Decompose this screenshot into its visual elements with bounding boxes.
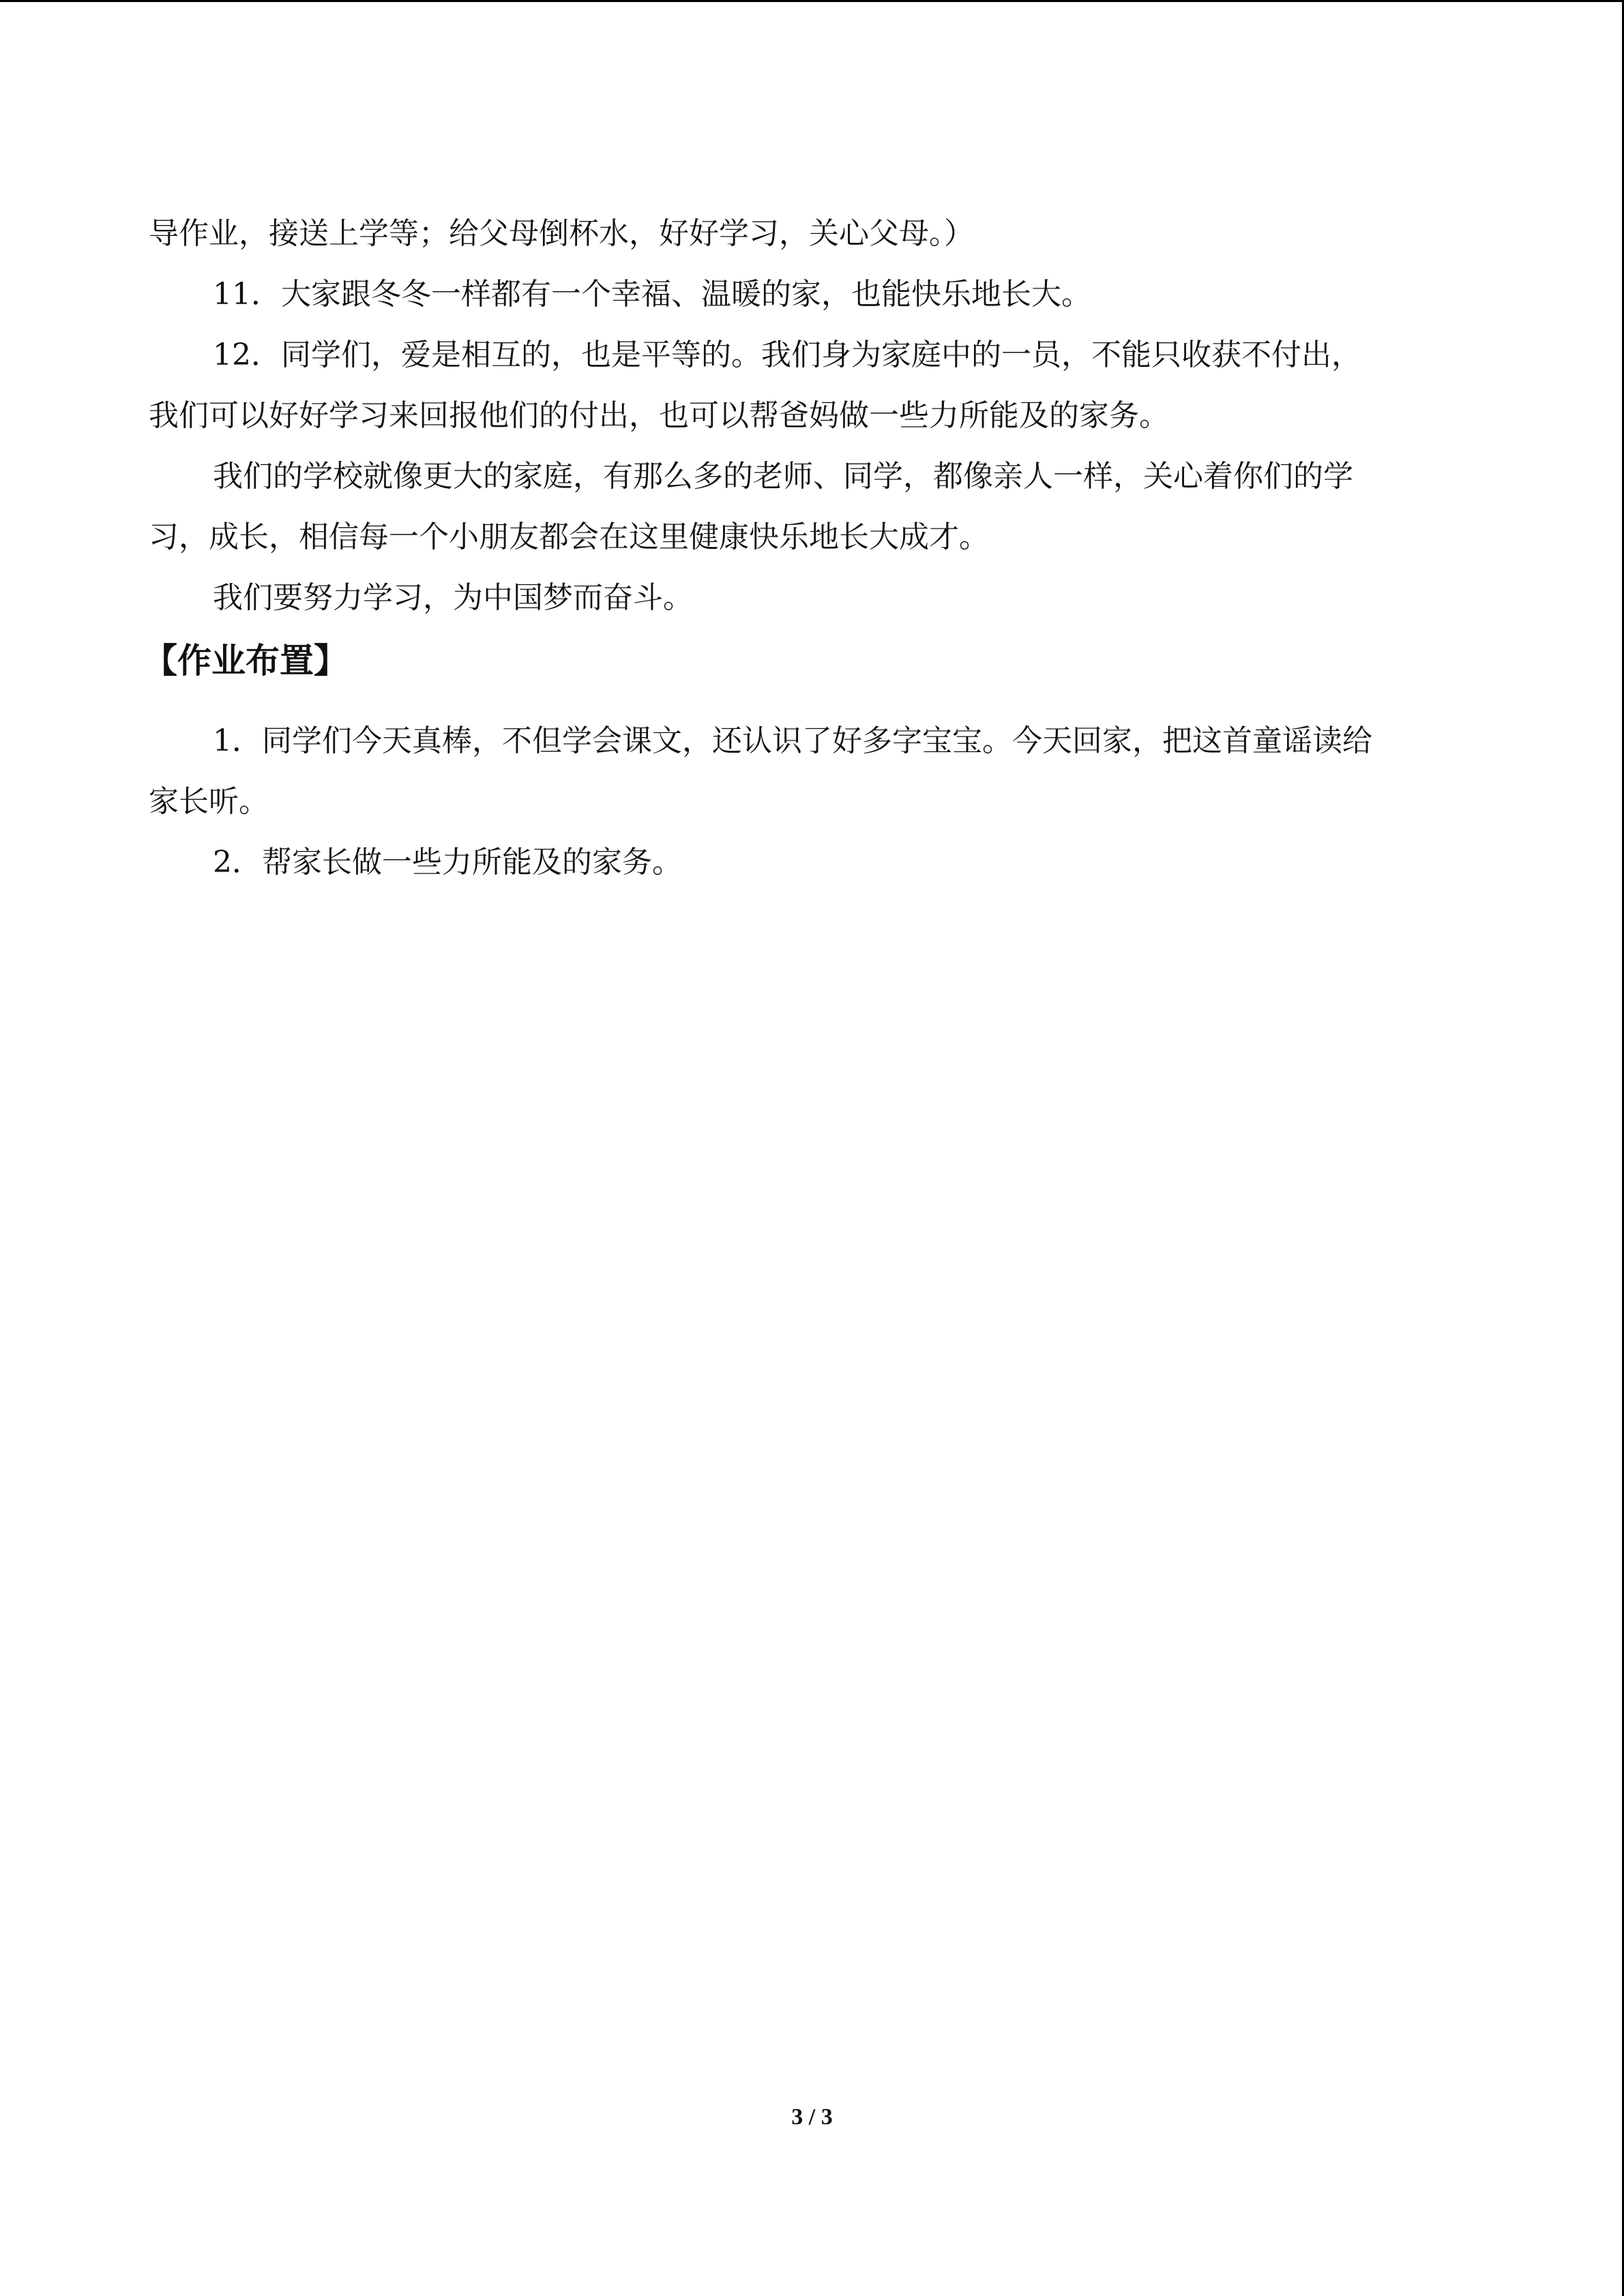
homework-item-1-line-1: 1．同学们今天真棒，不但学会课文，还认识了好多字宝宝。今天回家，把这首童谣读给 (213, 724, 1372, 758)
body-item-12-line-2: 我们可以好好学习来回报他们的付出，也可以帮爸妈做一些力所能及的家务。 (149, 398, 1169, 433)
page-number: 3 / 3 (791, 2104, 833, 2130)
body-item-11: 11．大家跟冬冬一样都有一个幸福、温暖的家，也能快乐地长大。 (213, 277, 1091, 312)
body-item-12-line-1: 12．同学们，爱是相互的，也是平等的。我们身为家庭中的一员，不能只收获不付出， (213, 338, 1361, 372)
homework-item-1-line-2: 家长听。 (149, 784, 269, 819)
page-top-border (0, 0, 1624, 2)
body-line-continuation: 导作业，接送上学等；给父母倒杯水，好好学习，关心父母。） (149, 216, 974, 251)
homework-item-2: 2．帮家长做一些力所能及的家务。 (213, 845, 682, 880)
body-dream-line: 我们要努力学习，为中国梦而奋斗。 (213, 580, 693, 615)
body-school-line-2: 习，成长，相信每一个小朋友都会在这里健康快乐地长大成才。 (149, 520, 989, 554)
homework-heading: 【作业布置】 (143, 641, 348, 681)
body-school-line-1: 我们的学校就像更大的家庭，有那么多的老师、同学，都像亲人一样，关心着你们的学 (213, 459, 1353, 494)
